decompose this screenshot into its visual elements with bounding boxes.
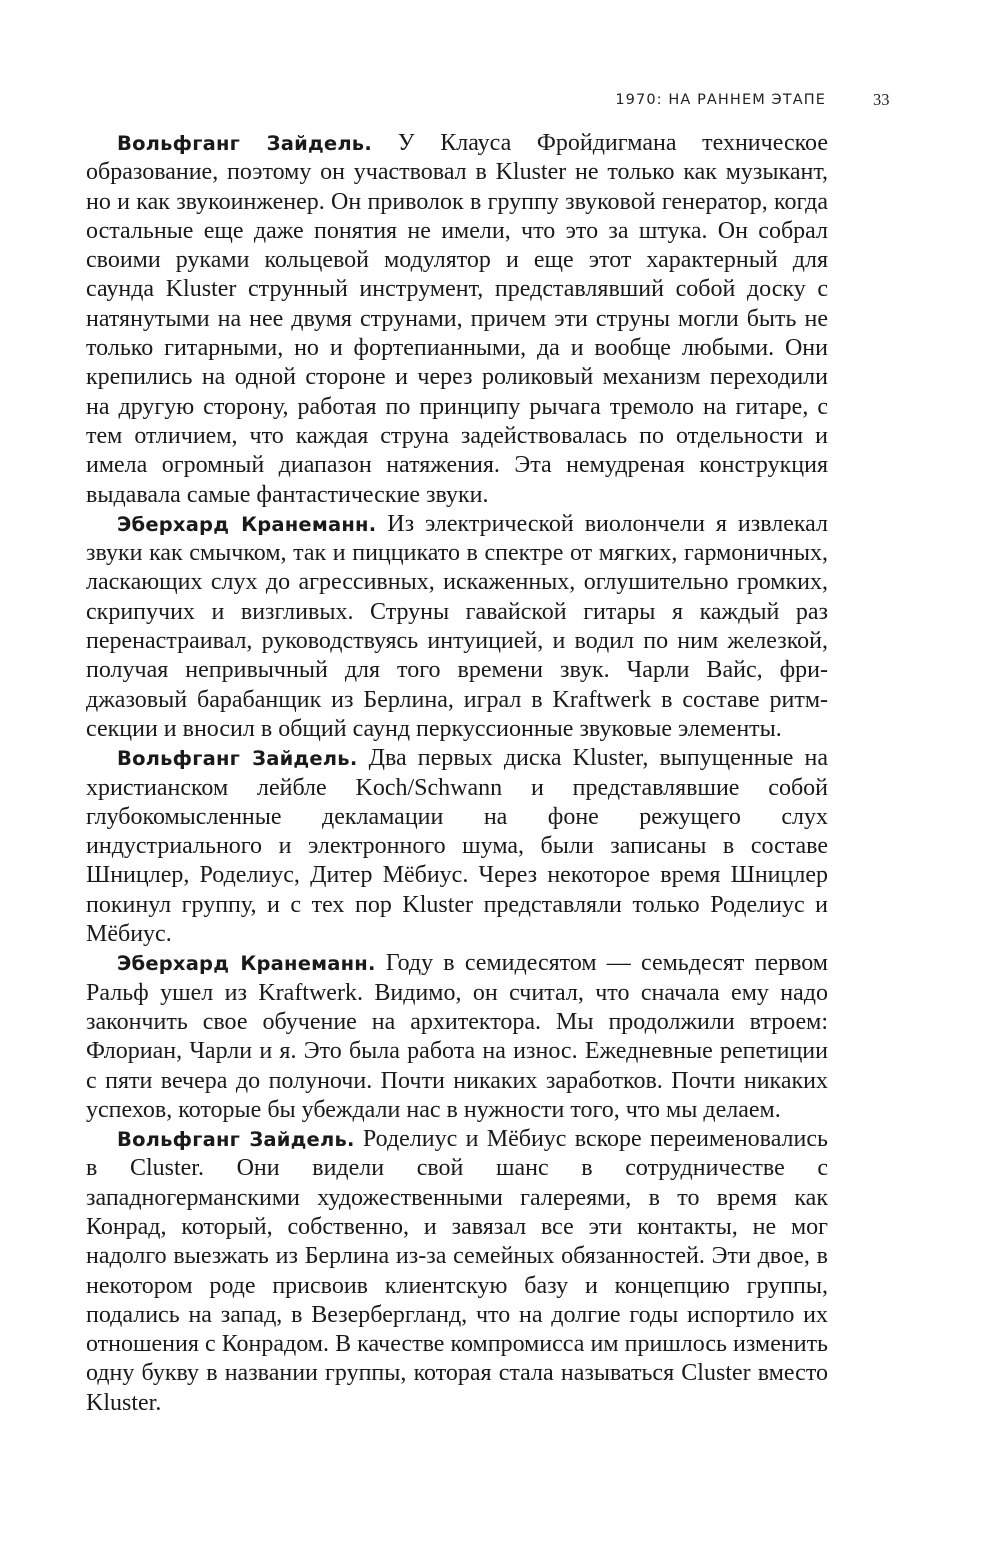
paragraph xyxy=(86,949,828,1125)
speaker-name: Вольфганг Зайдель. xyxy=(117,1128,355,1152)
speaker-name: Эберхард Кранеманн. xyxy=(117,512,377,536)
paragraph xyxy=(86,510,828,744)
running-title: 1970: НА РАННЕМ ЭТАПЕ xyxy=(615,92,826,108)
body-text xyxy=(86,129,828,1418)
speaker-name: Вольфганг Зайдель. xyxy=(117,747,358,771)
paragraph-text: Из электрической виолончели я извлекал звуки как смычком, так и пиццикато в спектре от мягких, гармоничных, ласкающих слух до агрессивных, искаженных, оглушительно громких, скрипучих и визгливых. Струны гавайской гитары я каждый раз перенастраивал, руководствуясь интуицией, и водил по ним железкой, получая непривычный для того времени звук. Чарли Вайс, фри-джазовый барабанщик из Берлина, играл в Kraftwerk в составе ритм-секции и вносил в общий саунд перкуссионные звуковые элементы. xyxy=(86,510,828,742)
paragraph-text: Году в семидесятом — семьдесят первом Ральф ушел из Kraftwerk. Видимо, он считал, что сначала ему надо закончить свое обучение на архитектора. Мы продолжили втроем: Флориан, Чарли и я. Это была работа на износ. Ежедневные репетиции с пяти вечера до полуночи. Почти никаких заработков. Почти никаких успехов, которые бы убеждали нас в нужности того, что мы делаем. xyxy=(86,950,828,1123)
paragraph-text: Два первых диска Kluster, выпущенные на христианском лейбле Koch/Schwann и представлявшие собой глубокомысленные декламации на фоне режущего слух индустриального и электронного шума, были записаны в составе Шницлер, Роделиус, Дитер Мёбиус. Через некоторое время Шницлер покинул группу, и с тех пор Kluster представляли только Роделиус и Мёбиус. xyxy=(86,745,829,948)
paragraph-text: У Клауса Фройдигмана техническое образование, поэтому он участвовал в Kluster не только как музыкант, но и как звукоинженер. Он приволок в группу звуковой генератор, когда остальные еще даже понятия не имели, что это за штука. Он собрал своими руками кольцевой модулятор и еще этот характерный для саунда Kluster струнный инструмент, представлявший собой доску с натянутыми на нее двумя струнами, причем эти струны могли быть не только гитарными, но и фортепианными, да и вообще любыми. Они крепились на одной стороне и через роликовый механизм переходили на другую сторону, работая по принципу рычага тремоло на гитаре, с тем отличием, что каждая струна задействовалась по отдельности и имела огромный диапазон натяжения. Эта немудреная конструкция выдавала самые фантастические звуки. xyxy=(86,130,829,508)
page-number: 33 xyxy=(873,90,890,109)
paragraph xyxy=(86,129,828,510)
paragraph xyxy=(86,1125,828,1418)
speaker-name: Вольфганг Зайдель. xyxy=(117,132,372,155)
paragraph xyxy=(86,744,828,949)
paragraph-text: Роделиус и Мёбиус вскоре переименовались в Cluster. Они видели свой шанс в сотрудничестве с западногерманскими художественными галереями, в то время как Конрад, который, собственно, и завязал все эти контакты, не мог надолго выезжать из Берлина из-за семейных обязанностей. Эти двое, в некотором роде присвоив клиентскую базу и концепцию группы, подались на запад, в Везербергланд, что на долгие годы испортило их отношения с Конрадом. В качестве компромисса им пришлось изменить одну букву в названии группы, которая стала называться Cluster вместо Kluster. xyxy=(86,1126,828,1416)
speaker-name: Эберхард Кранеманн. xyxy=(117,952,376,976)
